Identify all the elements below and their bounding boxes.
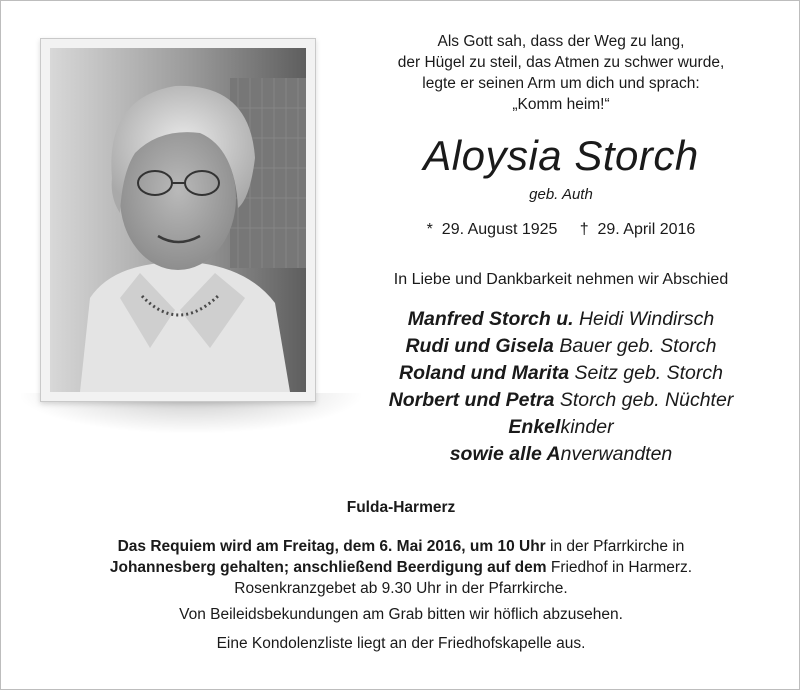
poem-line: legte er seinen Arm um dich und sprach: — [422, 75, 700, 92]
maiden-name: geb. Auth — [529, 186, 593, 203]
mourner-line — [341, 306, 781, 333]
service-line — [1, 557, 800, 578]
poem-line: „Komm heim!“ — [512, 96, 610, 113]
mourner-line — [341, 333, 781, 360]
service-bold: Das Requiem wird am Freitag, dem 6. Mai 2016, um 10 Uhr — [117, 538, 546, 555]
mourner-line — [341, 414, 781, 441]
portrait-image — [50, 48, 306, 392]
deceased-name: Aloysia Storch — [423, 132, 699, 179]
death-date: † 29. April 2016 — [579, 221, 696, 238]
birth-date: * 29. August 1925 — [426, 221, 558, 238]
mourner-rest: Heidi Windirsch — [573, 308, 715, 330]
mourner-line — [341, 387, 781, 414]
life-dates — [341, 221, 781, 239]
mourner-rest: Storch geb. Nüchter — [554, 389, 734, 411]
mourners-list — [341, 306, 781, 468]
mourner-line — [341, 360, 781, 387]
condolence-note: Von Beileidsbekundungen am Grab bitten wir höflich abzusehen. — [179, 606, 623, 623]
mourner-bold: Norbert und Petra — [388, 389, 555, 411]
mourner-bold: Enkel — [508, 416, 561, 438]
poem-line: der Hügel zu steil, das Atmen zu schwer wurde, — [397, 54, 725, 71]
mourner-rest: kinder — [560, 416, 614, 438]
mourner-rest: Bauer geb. Storch — [553, 335, 717, 357]
mourner-bold: Manfred Storch u. — [407, 308, 574, 330]
farewell-line: In Liebe und Dankbarkeit nehmen wir Abschied — [393, 271, 729, 288]
mourner-bold: Rudi und Gisela — [405, 335, 554, 357]
service-bold: Johannesberg gehalten; anschließend Beerdigung auf dem — [109, 559, 547, 576]
place-name: Fulda-Harmerz — [346, 499, 456, 516]
mourner-rest: nverwandten — [560, 443, 673, 465]
mourner-bold: Roland und Marita — [398, 362, 570, 384]
condolence-list-note: Eine Kondolenzliste liegt an der Friedhofskapelle aus. — [216, 635, 586, 652]
poem-line: Als Gott sah, dass der Weg zu lang, — [437, 33, 685, 50]
mourner-bold: sowie alle A — [449, 443, 561, 465]
portrait-photo — [40, 38, 316, 402]
service-line — [1, 536, 800, 557]
service-rest: in der Pfarrkirche in — [545, 538, 685, 555]
poem — [341, 31, 781, 115]
mourner-line — [341, 441, 781, 468]
service-line: Rosenkranzgebet ab 9.30 Uhr in der Pfarrkirche. — [234, 580, 568, 597]
service-info — [1, 536, 800, 599]
mourner-rest: Seitz geb. Storch — [569, 362, 723, 384]
service-rest: Friedhof in Harmerz. — [546, 559, 693, 576]
